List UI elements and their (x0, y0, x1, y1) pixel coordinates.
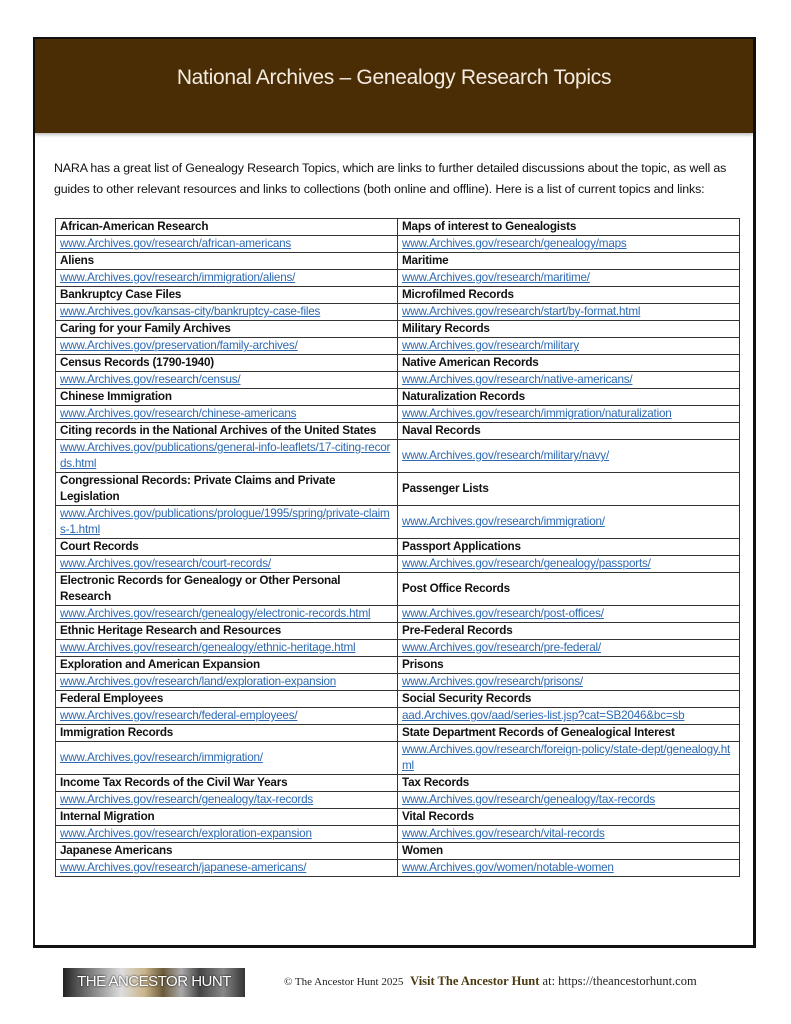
topic-heading: Citing records in the National Archives of the United States (56, 423, 398, 440)
topic-heading: Naval Records (398, 423, 740, 440)
topic-link[interactable]: www.Archives.gov/publications/general-info-leaflets/17-citing-records.html (60, 441, 391, 470)
topic-heading: Microfilmed Records (398, 287, 740, 304)
topic-link-cell (398, 304, 740, 321)
topic-row (56, 355, 740, 372)
topic-heading: Chinese Immigration (56, 389, 398, 406)
link-row (56, 708, 740, 725)
topic-link-cell (56, 440, 398, 473)
topic-heading: Native American Records (398, 355, 740, 372)
topic-heading: Military Records (398, 321, 740, 338)
topic-link[interactable]: www.Archives.gov/research/maritime/ (402, 271, 590, 284)
topic-link[interactable]: www.Archives.gov/research/african-americans (60, 237, 292, 250)
topic-row (56, 657, 740, 674)
topic-heading: State Department Records of Genealogical Interest (398, 725, 740, 742)
link-row (56, 236, 740, 253)
topic-link-cell (398, 708, 740, 725)
topic-link[interactable]: www.Archives.gov/research/chinese-americans (60, 407, 297, 420)
title-banner (35, 39, 753, 133)
topic-heading: Social Security Records (398, 691, 740, 708)
link-row (56, 826, 740, 843)
topic-heading: Immigration Records (56, 725, 398, 742)
topic-heading: Maritime (398, 253, 740, 270)
topic-link-cell (56, 826, 398, 843)
topic-link[interactable]: www.Archives.gov/research/pre-federal/ (402, 641, 601, 654)
topic-link-cell (56, 556, 398, 573)
topic-link[interactable]: www.Archives.gov/research/immigration/aliens/ (60, 271, 296, 284)
topic-row (56, 321, 740, 338)
topic-link[interactable]: www.Archives.gov/research/japanese-americans/ (60, 861, 307, 874)
topic-heading: Exploration and American Expansion (56, 657, 398, 674)
topic-row (56, 725, 740, 742)
topic-link[interactable]: www.Archives.gov/research/genealogy/electronic-records.html (60, 607, 371, 620)
topic-row (56, 389, 740, 406)
topic-heading: African-American Research (56, 219, 398, 236)
intro-paragraph: NARA has a great list of Genealogy Research Topics, which are links to further detailed discussions about the topic, as well as guides to other relevant resources and links to collections (both online and offline). Here is a list of current topics and links: (54, 161, 727, 196)
topic-link-cell (398, 372, 740, 389)
topic-row (56, 423, 740, 440)
copyright-text: © The Ancestor Hunt 2025 (284, 976, 404, 988)
topic-row (56, 775, 740, 792)
topic-link[interactable]: www.Archives.gov/research/census/ (60, 373, 241, 386)
topic-row (56, 219, 740, 236)
topic-link[interactable]: www.Archives.gov/preservation/family-archives/ (60, 339, 298, 352)
topic-row (56, 809, 740, 826)
topic-heading: Congressional Records: Private Claims and Private Legislation (56, 473, 398, 506)
link-row (56, 606, 740, 623)
topic-heading: Post Office Records (398, 573, 740, 606)
topic-link[interactable]: aad.Archives.gov/aad/series-list.jsp?cat=SB2046&bc=sb (402, 709, 685, 722)
topic-heading: Japanese Americans (56, 843, 398, 860)
topic-link[interactable]: www.Archives.gov/research/court-records/ (60, 557, 271, 570)
topic-link[interactable]: www.Archives.gov/research/native-americans/ (402, 373, 633, 386)
topic-link[interactable]: www.Archives.gov/research/military (402, 339, 580, 352)
link-row (56, 304, 740, 321)
topic-link[interactable]: www.Archives.gov/research/immigration/naturalization (402, 407, 672, 420)
topic-link-cell (398, 440, 740, 473)
visit-text: Visit The Ancestor Hunt (410, 974, 540, 988)
topic-link[interactable]: www.Archives.gov/research/land/exploration-expansion (60, 675, 337, 688)
topic-heading: Vital Records (398, 809, 740, 826)
topic-link[interactable]: www.Archives.gov/women/notable-women (402, 861, 614, 874)
topic-heading: Internal Migration (56, 809, 398, 826)
topic-link-cell (398, 674, 740, 691)
topic-row (56, 473, 740, 506)
link-row (56, 270, 740, 287)
page-frame (33, 37, 756, 948)
topic-link-cell (398, 406, 740, 423)
topic-row (56, 843, 740, 860)
topic-row (56, 623, 740, 640)
topic-heading: Women (398, 843, 740, 860)
link-row (56, 640, 740, 657)
topic-link-cell (56, 372, 398, 389)
topic-heading: Naturalization Records (398, 389, 740, 406)
topic-link[interactable]: www.Archives.gov/research/prisons/ (402, 675, 583, 688)
topic-link-cell (398, 556, 740, 573)
topic-link-cell (398, 338, 740, 355)
topic-heading: Passenger Lists (398, 473, 740, 506)
topic-link-cell (56, 640, 398, 657)
topic-heading: Bankruptcy Case Files (56, 287, 398, 304)
topic-row (56, 253, 740, 270)
topic-link[interactable]: www.Archives.gov/kansas-city/bankruptcy-case-files (60, 305, 321, 318)
topic-link[interactable]: www.Archives.gov/research/genealogy/tax-records (402, 793, 656, 806)
link-row (56, 406, 740, 423)
topic-heading: Pre-Federal Records (398, 623, 740, 640)
topic-link-cell (398, 640, 740, 657)
topic-heading: Maps of interest to Genealogists (398, 219, 740, 236)
topic-link[interactable]: www.Archives.gov/research/genealogy/ethnic-heritage.html (60, 641, 356, 654)
topic-link[interactable]: www.Archives.gov/research/vital-records (402, 827, 605, 840)
topic-link-cell (56, 270, 398, 287)
topic-heading: Tax Records (398, 775, 740, 792)
topic-link[interactable]: www.Archives.gov/research/genealogy/passports/ (402, 557, 651, 570)
topic-heading: Aliens (56, 253, 398, 270)
topic-row (56, 691, 740, 708)
link-row (56, 506, 740, 539)
topic-link-cell (398, 826, 740, 843)
topic-link[interactable]: www.Archives.gov/research/immigration/ (60, 751, 263, 764)
logo-text: THE ANCESTOR HUNT (77, 973, 231, 990)
footer-url-link[interactable]: https://theancestorhunt.com (558, 974, 697, 988)
topic-link-cell (398, 606, 740, 623)
topic-row (56, 573, 740, 606)
topic-link[interactable]: www.Archives.gov/research/immigration/ (402, 515, 605, 528)
topic-link-cell (56, 606, 398, 623)
link-row (56, 338, 740, 355)
topic-link[interactable]: www.Archives.gov/research/start/by-format.html (402, 305, 641, 318)
topic-link-cell (398, 792, 740, 809)
topic-link[interactable]: www.Archives.gov/publications/prologue/1995/spring/private-claims-1.html (60, 507, 390, 536)
topic-link[interactable]: www.Archives.gov/research/military/navy/ (402, 449, 609, 462)
topic-link-cell (56, 506, 398, 539)
link-row (56, 372, 740, 389)
ancestor-hunt-logo[interactable] (63, 968, 245, 997)
topic-link-cell (398, 236, 740, 253)
footer-credit (284, 974, 697, 989)
link-row (56, 742, 740, 775)
topic-link-cell (56, 792, 398, 809)
topic-link[interactable]: www.Archives.gov/research/post-offices/ (402, 607, 604, 620)
topic-link[interactable]: www.Archives.gov/research/genealogy/maps (402, 237, 627, 250)
topic-link-cell (398, 742, 740, 775)
topic-row (56, 539, 740, 556)
page-title: National Archives – Genealogy Research Topics (176, 66, 612, 89)
topic-heading: Caring for your Family Archives (56, 321, 398, 338)
topic-link-cell (56, 304, 398, 321)
topic-link-cell (398, 270, 740, 287)
link-row (56, 674, 740, 691)
footer (0, 966, 791, 1000)
topic-heading: Census Records (1790-1940) (56, 355, 398, 372)
topic-link-cell (56, 674, 398, 691)
topic-heading: Prisons (398, 657, 740, 674)
topic-link-cell (56, 338, 398, 355)
topic-link-cell (56, 708, 398, 725)
topic-heading: Electronic Records for Genealogy or Other Personal Research (56, 573, 398, 606)
topics-table (55, 218, 740, 877)
topic-heading: Ethnic Heritage Research and Resources (56, 623, 398, 640)
link-row (56, 440, 740, 473)
topic-link-cell (398, 506, 740, 539)
topic-link-cell (56, 742, 398, 775)
topic-link[interactable]: www.Archives.gov/research/exploration-expansion (60, 827, 312, 840)
link-row (56, 556, 740, 573)
link-row (56, 792, 740, 809)
topic-link-cell (56, 406, 398, 423)
topic-heading: Passport Applications (398, 539, 740, 556)
topic-link-cell (56, 860, 398, 877)
topic-link-cell (398, 860, 740, 877)
topic-link[interactable]: www.Archives.gov/research/foreign-policy/state-dept/genealogy.html (402, 743, 731, 772)
topic-link-cell (56, 236, 398, 253)
link-row (56, 860, 740, 877)
topics-table-body (56, 219, 740, 877)
topic-heading: Federal Employees (56, 691, 398, 708)
topic-heading: Income Tax Records of the Civil War Years (56, 775, 398, 792)
topic-row (56, 287, 740, 304)
topic-link[interactable]: www.Archives.gov/research/federal-employees/ (60, 709, 298, 722)
footer-at: at: (539, 974, 559, 988)
topic-link[interactable]: www.Archives.gov/research/genealogy/tax-records (60, 793, 314, 806)
topic-heading: Court Records (56, 539, 398, 556)
